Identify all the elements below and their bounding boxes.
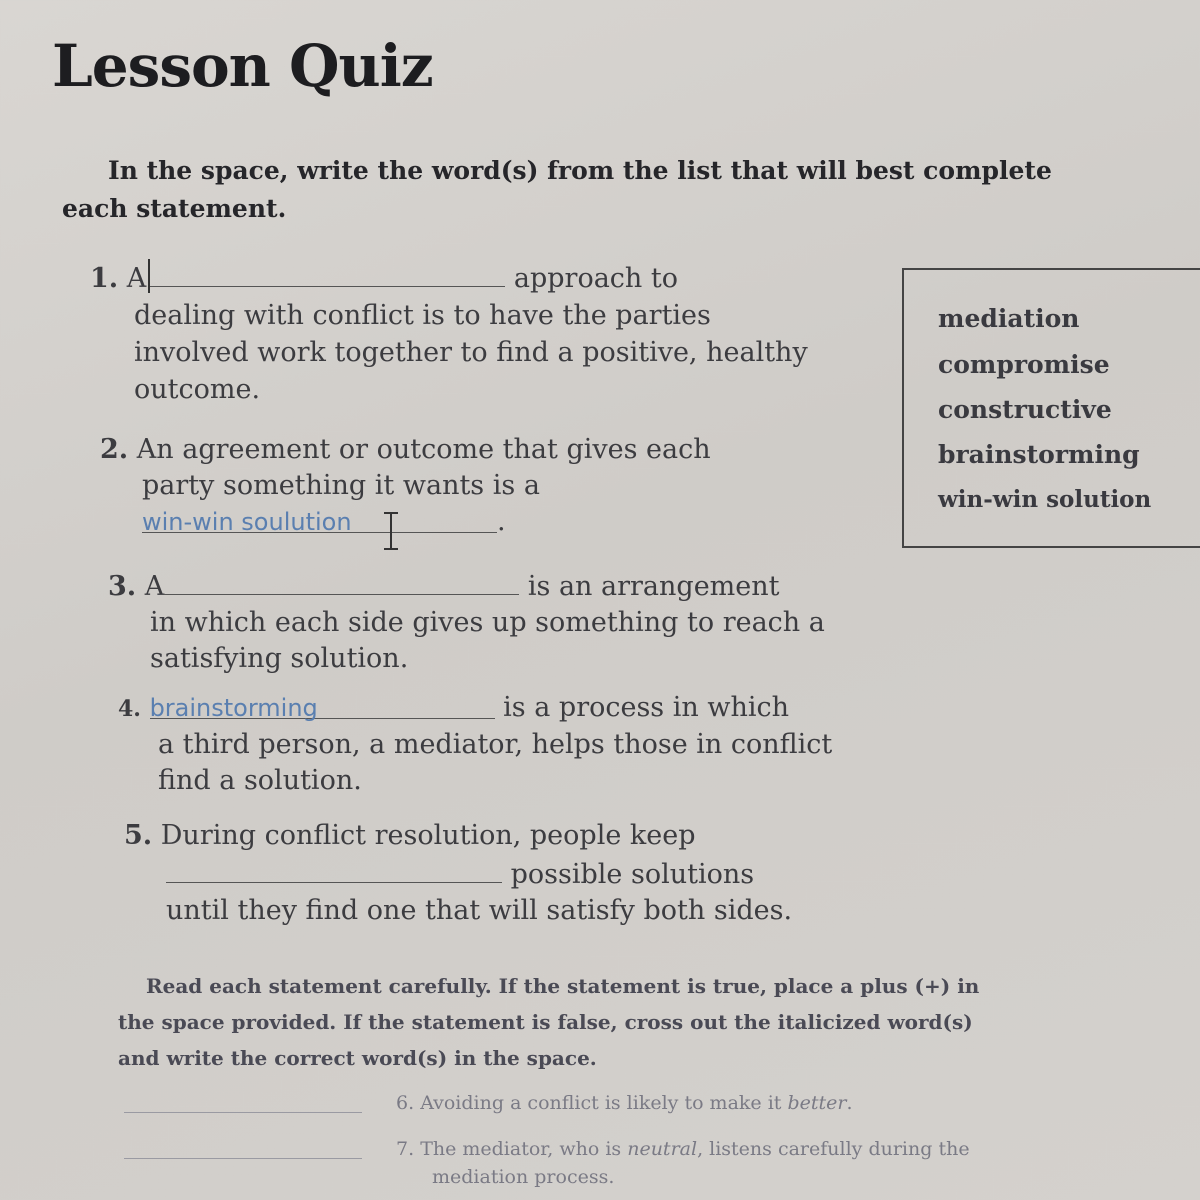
- question-4: 4. brainstorming is a process in which a third person, a mediator, helps those in conflict find a solution.: [118, 692, 833, 796]
- word-option: mediation: [938, 304, 1080, 333]
- statement-6: 6. Avoiding a conflict is likely to make it better.: [396, 1092, 1096, 1114]
- answer-field-5[interactable]: [166, 854, 502, 883]
- answer-field-7[interactable]: [124, 1158, 362, 1159]
- word-option: compromise: [938, 350, 1110, 379]
- question-3: 3. A is an arrangement in which each side gives up something to reach a satisfying solution.: [108, 566, 828, 677]
- answer-field-4[interactable]: brainstorming: [150, 690, 495, 719]
- question-1: 1. A approach to dealing with conflict is to have the parties involved work together to find a positive, healthy outcome.: [90, 258, 810, 408]
- true-false-instructions: Read each statement carefully. If the statement is true, place a plus (+) in the space provided. If the statement is false, cross out the italicized word(s) and write the correct word(s) in the space.: [118, 974, 980, 1070]
- instructions: In the space, write the word(s) from the list that will best complete each statement.: [62, 156, 1052, 223]
- page-title: Lesson Quiz: [52, 32, 433, 100]
- question-5: 5. During conflict resolution, people keep possible solutions until they find one that will satisfy both sides.: [124, 820, 793, 926]
- word-option: constructive: [938, 395, 1112, 424]
- question-2: 2. An agreement or outcome that gives each party something it wants is a win-win soulution .: [100, 434, 711, 537]
- answer-field-1[interactable]: [150, 258, 505, 287]
- answer-field-6[interactable]: [124, 1112, 362, 1113]
- word-option: brainstorming: [938, 440, 1140, 469]
- word-list-box: [902, 268, 1200, 548]
- ibeam-cursor-icon: [383, 512, 399, 550]
- word-option: win-win solution: [938, 486, 1152, 513]
- answer-field-2[interactable]: win-win soulution: [142, 504, 497, 533]
- statement-7: 7. The mediator, who is neutral, listens carefully during the mediation process.: [396, 1138, 1116, 1188]
- answer-field-3[interactable]: [164, 566, 519, 595]
